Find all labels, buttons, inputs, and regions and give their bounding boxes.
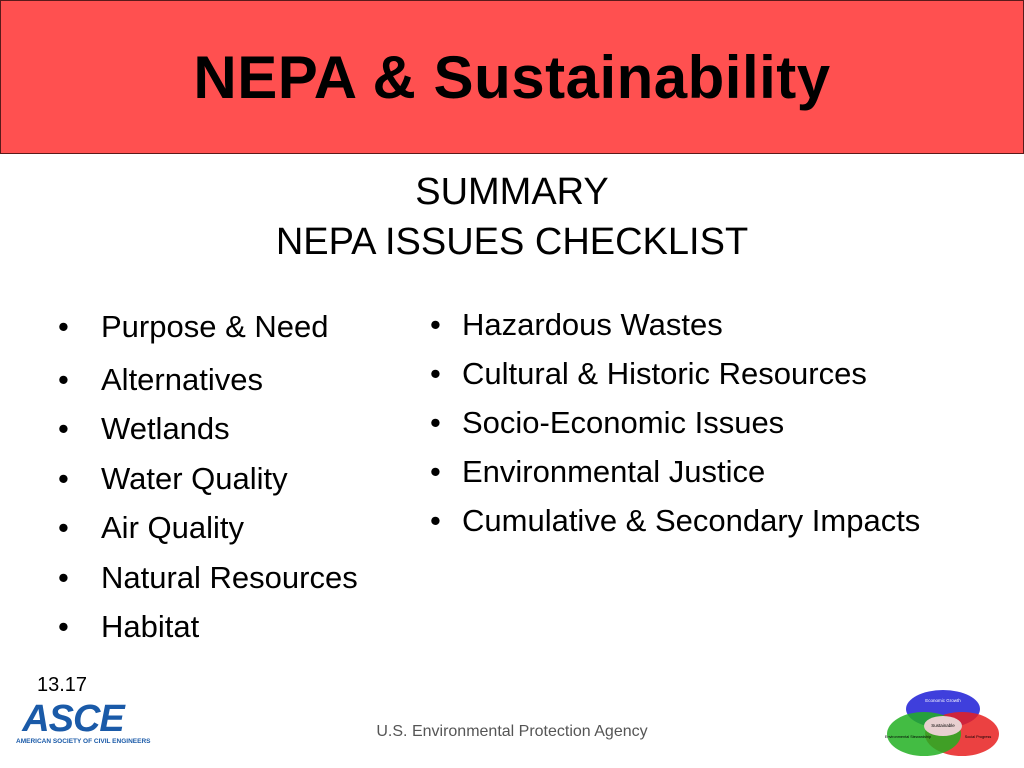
- subtitle-summary: SUMMARY: [415, 171, 609, 213]
- slide-title: NEPA & Sustainability: [193, 43, 831, 111]
- list-item: • Natural Resources: [58, 557, 358, 607]
- bullet-icon: •: [58, 361, 69, 397]
- list-item: • Purpose & Need: [58, 306, 358, 356]
- list-item: • Alternatives: [58, 359, 358, 409]
- slide-number: 13.17: [37, 674, 88, 696]
- venn-label-environmental: Environmental Stewardship: [884, 735, 932, 739]
- venn-label-economic: Economic Growth: [925, 698, 961, 703]
- venn-label-social: Social Progress: [964, 735, 992, 739]
- left-checklist: [58, 306, 358, 656]
- list-item: • Hazardous Wastes: [430, 304, 920, 353]
- bullet-icon: •: [58, 411, 69, 446]
- bullet-icon: •: [430, 307, 441, 342]
- list-item: • Water Quality: [58, 458, 358, 508]
- bullet-icon: •: [58, 510, 69, 545]
- bullet-icon: •: [430, 503, 441, 538]
- list-item: • Socio-Economic Issues: [430, 402, 920, 451]
- bullet-icon: •: [430, 454, 441, 489]
- bullet-icon: •: [58, 609, 69, 644]
- bullet-icon: •: [58, 460, 69, 496]
- bullet-icon: •: [58, 559, 69, 595]
- list-item: • Cumulative & Secondary Impacts: [430, 500, 920, 549]
- asce-wordmark: ASCE: [22, 698, 124, 740]
- footer-agency: U.S. Environmental Protection Agency: [376, 723, 648, 740]
- list-item: • Environmental Justice: [430, 451, 920, 500]
- bullet-icon: •: [58, 309, 69, 344]
- sustainability-venn-diagram: [882, 688, 1004, 760]
- list-item: • Wetlands: [58, 408, 358, 458]
- bullet-icon: •: [430, 356, 441, 391]
- subtitle-checklist: NEPA ISSUES CHECKLIST: [275, 221, 749, 263]
- list-item: • Air Quality: [58, 507, 358, 557]
- right-checklist: [430, 304, 920, 549]
- venn-label-center: Sustainable: [931, 723, 955, 728]
- title-banner: [0, 0, 1024, 154]
- bullet-icon: •: [430, 405, 441, 440]
- list-item: • Habitat: [58, 606, 358, 656]
- list-item: • Cultural & Historic Resources: [430, 353, 920, 402]
- asce-subtext: AMERICAN SOCIETY OF CIVIL ENGINEERS: [16, 738, 151, 745]
